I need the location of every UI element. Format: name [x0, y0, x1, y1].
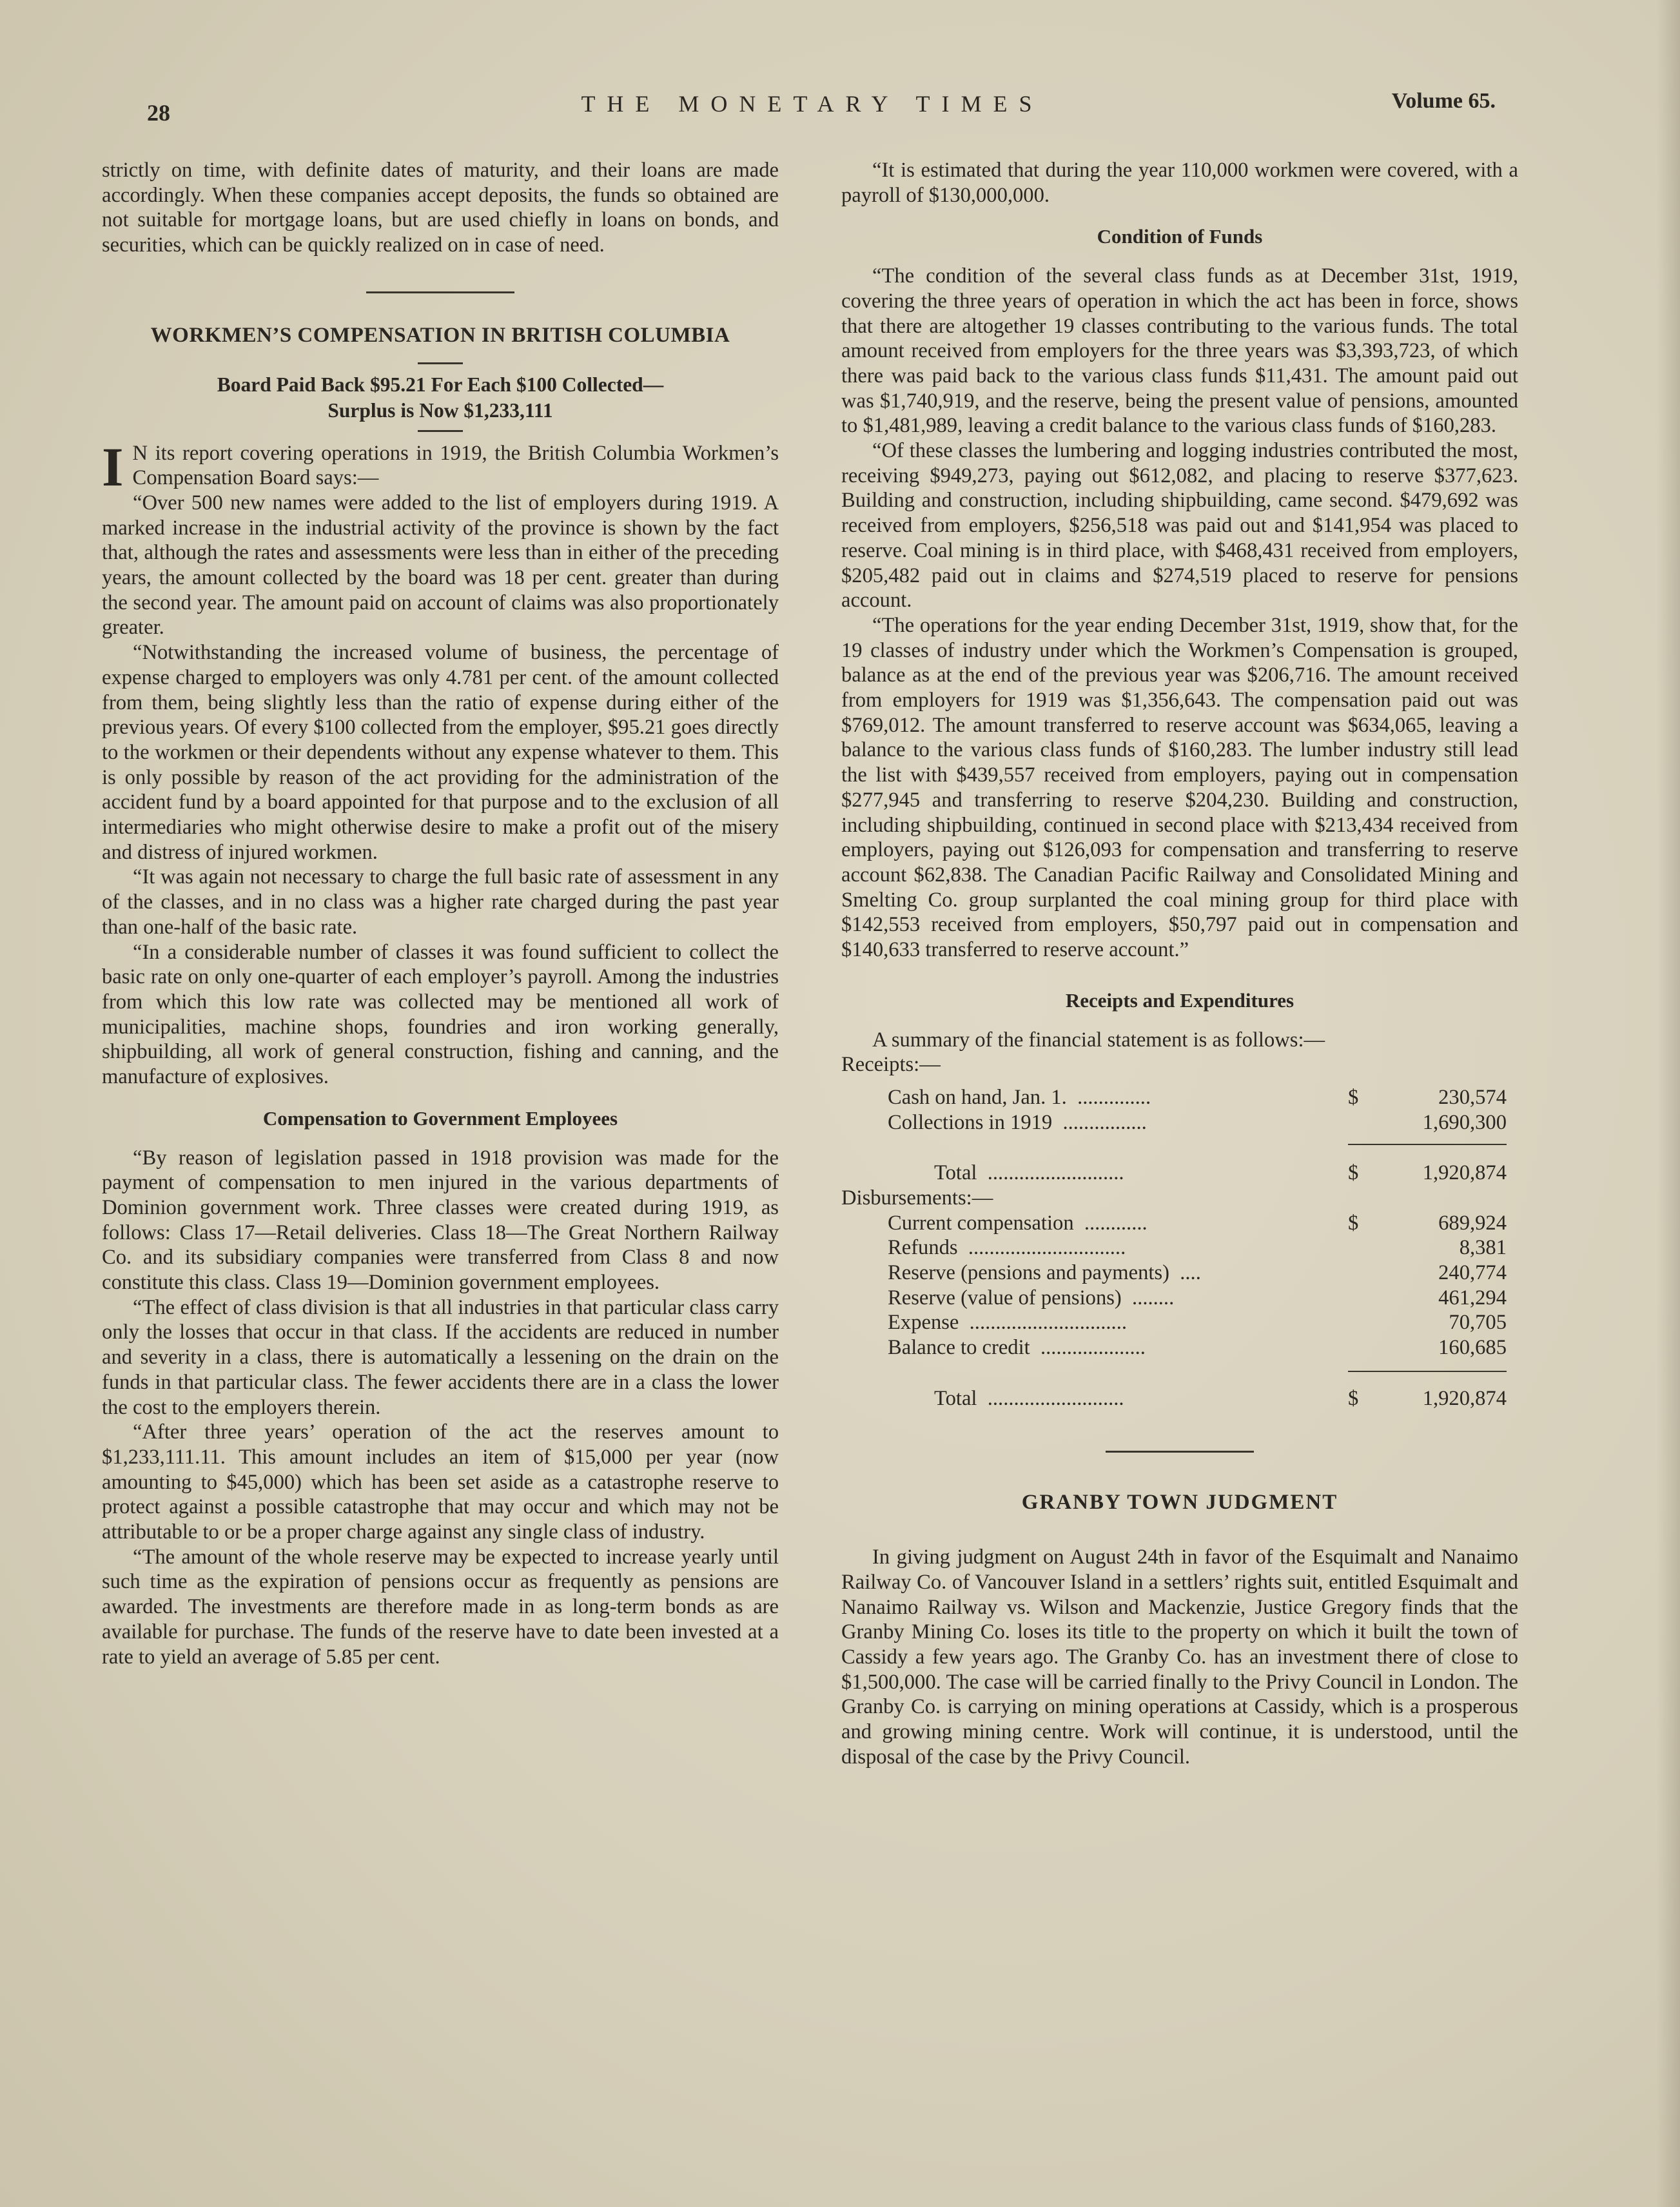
row-value: 230,574	[1438, 1085, 1507, 1109]
total-label: Total ..........................	[934, 1161, 1124, 1185]
body-paragraph: “By reason of legislation passed in 1918 provision was made for the payment of compensation to men injured in the various departments of Dominion government work. Three classes were created during 1919, as follows: Class 17—Retail deliveries. Class 18—The Great Northern Railway Co. and its subsidiary companies were transferred from Class 8 and now constitute this class. Class 19—Dominion government employees.	[102, 1146, 779, 1295]
section-divider	[1106, 1451, 1254, 1453]
total-rule	[1348, 1371, 1507, 1372]
statement-row	[841, 1335, 1518, 1360]
granby-paragraph: In giving judgment on August 24th in favor of the Esquimalt and Nanaimo Railway Co. of Vancouver Island in a settlers’ rights suit, entitled Esquimalt and Nanaimo Railway vs. Wilson and Mackenzie, Justice Gregory finds that the Granby Mining Co. loses its title to the property on which it built the town of Cassidy a few years ago. The Granby Co. has an investment there of close to $1,500,000. The case will be carried finally to the Privy Council in London. The Granby Co. is carrying on mining operations at Cassidy, which is a prosperous and growing mining centre. Work will continue, it is understood, until the disposal of the case by the Privy Council.	[841, 1545, 1518, 1769]
article-subhead	[102, 372, 779, 424]
total-currency: $	[1348, 1386, 1359, 1410]
lead-text: N its report covering operations in 1919, the British Columbia Workmen’s Compensation Board says:—	[132, 441, 779, 490]
body-paragraph: “The operations for the year ending December 31st, 1919, show that, for the 19 classes of industry under which the Workmen’s Compensation is grouped, balance as at the end of the previous year was $206,716. The amount received from employers for 1919 was $1,356,643. The compensation paid out was $769,012. The amount transferred to reserve account was $634,065, leaving a balance to the various class funds of $160,283. The lumber industry still lead the list with $439,557 received from employers, paying out in compensation $277,945 and transferring to reserve $204,230. Building and construction, including shipbuilding, continued in second place with $213,434 received from employers, paying out $126,093 for compensation and transferring to reserve account $62,838. The Canadian Pacific Railway and Consolidated Mining and Smelting Co. group surplanted the coal mining group for third place with $142,553 received from employers, $50,797 paid out in compensation and $140,633 transferred to reserve account.”	[841, 613, 1518, 962]
row-value: 70,705	[1449, 1311, 1507, 1335]
body-paragraph: “It is estimated that during the year 110,000 workmen were covered, with a payroll of $130,000,000.	[841, 159, 1518, 207]
publication-title: THE MONETARY TIMES	[581, 91, 1044, 117]
subhead-rule	[418, 430, 463, 432]
receipts-label-row	[841, 1052, 1518, 1077]
total-value: 1,920,874	[1422, 1386, 1507, 1410]
left-column	[102, 158, 779, 1669]
total-value: 1,920,874	[1422, 1161, 1507, 1185]
article-headline: WORKMEN’S COMPENSATION IN BRITISH COLUMBIA	[150, 323, 730, 347]
row-currency: $	[1348, 1085, 1359, 1109]
row-label: Expense ..............................	[888, 1311, 1127, 1335]
headline-rule	[418, 362, 463, 364]
row-value: 689,924	[1438, 1211, 1507, 1235]
body-paragraph: “Over 500 new names were added to the list of employers during 1919. A marked increase in the industrial activity of the province is shown by the fact that, although the rates and assessments were less than in either of the preceding years, the amount collected by the board was 18 per cent. greater than during the second year. The amount paid on account of claims was also proportionately greater.	[102, 491, 779, 640]
subhead-line-1: Board Paid Back $95.21 For Each $100 Collected—	[217, 373, 664, 396]
body-paragraph: “After three years’ operation of the act the reserves amount to $1,233,111.11. This amount includes an item of $15,000 per year (now amounting to $45,000) which has been set aside as a catastrophe reserve to protect against a possible catastrophe that may occur and which may not be attributable to or be a proper charge against any single class of industry.	[102, 1420, 779, 1544]
row-label: Cash on hand, Jan. 1. ..............	[888, 1085, 1151, 1109]
subtotal-rule-row	[841, 1135, 1518, 1152]
total-currency: $	[1348, 1161, 1359, 1185]
row-value: 160,685	[1438, 1336, 1507, 1360]
total-label: Total ..........................	[934, 1386, 1124, 1410]
right-column	[841, 158, 1518, 1769]
disbursements-total-row	[841, 1386, 1518, 1411]
summary-intro: A summary of the financial statement is as follows:—	[872, 1028, 1325, 1052]
subtotal-rule	[1348, 1144, 1507, 1145]
body-paragraph: “It was again not necessary to charge the full basic rate of assessment in any of the classes, and in no class was a higher rate charged during the past year than one-half of the basic rate.	[102, 865, 779, 939]
row-label: Refunds ..............................	[888, 1236, 1126, 1260]
receipts-label: Receipts:—	[841, 1053, 941, 1077]
row-value: 461,294	[1438, 1286, 1507, 1309]
statement-row	[841, 1235, 1518, 1260]
running-header	[129, 85, 1496, 124]
row-value: 240,774	[1438, 1261, 1507, 1285]
disbursements-label-row	[841, 1186, 1518, 1211]
section-divider	[366, 291, 514, 293]
body-paragraph: “The effect of class division is that all industries in that particular class carry only the losses that occur in that class. If the accidents are reduced in number and severity in a class, there is automatically a lessening on the drain on the funds in that particular class. The fewer accidents there are in a class the lower the cost to the employers therein.	[102, 1295, 779, 1419]
body-paragraph: “The amount of the whole reserve may be expected to increase yearly until such time as the expiration of pensions occur as frequently as pensions are awarded. The investments are therefore made in as long-term bonds as are available for purchase. The funds of the reserve have to date been invested at a rate to yield an average of 5.85 per cent.	[102, 1545, 779, 1669]
row-value: 8,381	[1459, 1236, 1507, 1260]
row-value: 1,690,300	[1422, 1110, 1507, 1134]
intro-paragraph: strictly on time, with definite dates of maturity, and their loans are made accordingly. When these companies accept deposits, the funds so obtained are not suitable for mortgage loans, but are used chiefly in loans on bonds, and securities, which can be quickly realized on in case of need.	[102, 159, 779, 257]
receipts-total-row	[841, 1161, 1518, 1186]
section-heading-receipts: Receipts and Expenditures	[1065, 988, 1294, 1012]
section-heading-government: Compensation to Government Employees	[262, 1106, 618, 1130]
statement-row	[841, 1260, 1518, 1286]
subhead-line-2: Surplus is Now $1,233,111	[327, 398, 553, 422]
statement-row	[841, 1310, 1518, 1335]
row-label: Collections in 1919 ................	[888, 1110, 1147, 1134]
row-label: Current compensation ............	[888, 1211, 1148, 1235]
row-label: Balance to credit ....................	[888, 1336, 1146, 1360]
body-paragraph: “Of these classes the lumbering and logging industries contributed the most, receiving $949,273, paying out $612,082, and placing to reserve $377,623. Building and construction, including shipbuilding, came second. $479,692 was received from employers, $256,518 was paid out and $141,954 was placed to reserve. Coal mining is in third place, with $468,431 received from employers, $205,482 paid out in claims and $274,519 placed to reserve for pensions account.	[841, 439, 1518, 613]
lead-paragraph	[102, 435, 779, 498]
statement-row	[841, 1110, 1518, 1135]
row-label: Reserve (value of pensions) ........	[888, 1286, 1175, 1309]
page-edge-shadow	[1657, 0, 1680, 2207]
row-currency: $	[1348, 1211, 1359, 1235]
body-paragraph: “In a considerable number of classes it was found sufficient to collect the basic rate on only one-quarter of each employer’s payroll. Among the industries from which this low rate was collected may be mentioned all work of municipalities, machine shops, foundries and iron working generally, shipbuilding, all work of general construction, fishing and canning, and the manufacture of explosives.	[102, 940, 779, 1089]
section-heading-funds: Condition of Funds	[1097, 225, 1263, 248]
page-number: 28	[147, 100, 170, 126]
drop-cap: I	[102, 435, 124, 498]
body-paragraph: “Notwithstanding the increased volume of business, the percentage of expense charged to employers was only 4.781 per cent. of the amount collected from them, being slightly less than the ratio of expense during either of the previous years. Of every $100 collected from the employer, $95.21 goes directly to the workmen or their dependents without any expense whatever to them. This is only possible by reason of the act providing for the administration of the accident fund by a board appointed for that purpose and to the exclusion of all intermediaries who might otherwise desire to make a profit out of the misery and distress of injured workmen.	[102, 641, 779, 864]
row-label: Reserve (pensions and payments) ....	[888, 1261, 1201, 1285]
financial-statement	[841, 1052, 1518, 1411]
statement-row	[841, 1211, 1518, 1236]
granby-headline: GRANBY TOWN JUDGMENT	[1021, 1491, 1338, 1515]
statement-row	[841, 1286, 1518, 1311]
disbursements-label: Disbursements:—	[841, 1186, 993, 1210]
volume-label: Volume 65.	[1391, 89, 1496, 113]
statement-row	[841, 1085, 1518, 1110]
body-paragraph: “The condition of the several class funds as at December 31st, 1919, covering the three years of operation in which the act has been in force, shows that there are altogether 19 classes contributing to the various funds. The total amount received from employers for the three years was $3,393,723, of which there was paid back to the various class funds $11,431. The amount paid out was $1,740,919, and the reserve, being the present value of pensions, amounted to $1,481,989, leaving a credit balance to the various class funds of $160,283.	[841, 264, 1518, 438]
total-rule-row	[841, 1360, 1518, 1377]
